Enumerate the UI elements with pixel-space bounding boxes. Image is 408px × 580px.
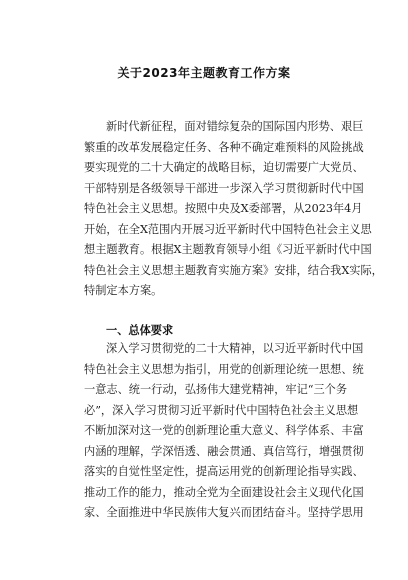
text-line: 特制定本方案。: [84, 284, 163, 297]
section-heading: 一、总体要求: [106, 324, 174, 337]
text-line: 特色社会主义思想主题教育实施方案》安排，结合我X实际，: [84, 263, 383, 277]
text-line: 推动工作的能力，推动全党为全面建设社会主义现代化国: [84, 485, 364, 499]
text-line: 不断加深对这一党的创新理论重大意义、科学体系、丰富: [84, 424, 364, 437]
text-line: 必”，深入学习贯彻习近平新时代中国特色社会主义思想: [84, 403, 359, 417]
text-line: 开始，在全X范围内开展习近平新时代中国特色社会主义思: [84, 222, 372, 236]
requirements-paragraph: [84, 339, 364, 524]
text-line: 新时代新征程，面对错综复杂的国际国内形势、艰巨: [106, 120, 364, 133]
text-line: 内涵的理解，学深悟透、融会贯通、真信笃行，增强贯彻: [84, 444, 364, 458]
text-line: 想主题教育。根据X主题教育领导小组《习近平新时代中国: [84, 243, 372, 256]
text-line: 干部特别是各级领导干部进一步深入学习贯彻新时代中国: [84, 181, 364, 195]
text-line: 落实的自觉性坚定性，提高运用党的创新理论指导实践、: [84, 465, 364, 478]
text-line: 一意志、统一行动，弘扬伟大建党精神，牢记“三个务: [84, 383, 348, 396]
text-line: 家、全面推进中华民族伟大复兴而团结奋斗。坚持学思用: [84, 506, 364, 519]
intro-paragraph: [84, 117, 383, 302]
text-line: 深入学习贯彻党的二十大精神，以习近平新时代中国: [106, 342, 364, 355]
text-line: 特色社会主义思想为指引，用党的创新理论统一思想、统: [84, 362, 364, 376]
document-title: 关于2023年主题教育工作方案: [117, 66, 291, 80]
text-line: 要实现党的二十大确定的战略目标，迫切需要广大党员、: [84, 161, 364, 174]
text-line: 特色社会主义思想。按照中央及X委部署，从2023年4月: [84, 202, 363, 215]
text-line: 繁重的改革发展稳定任务、各种不确定难预料的风险挑战: [84, 140, 364, 154]
